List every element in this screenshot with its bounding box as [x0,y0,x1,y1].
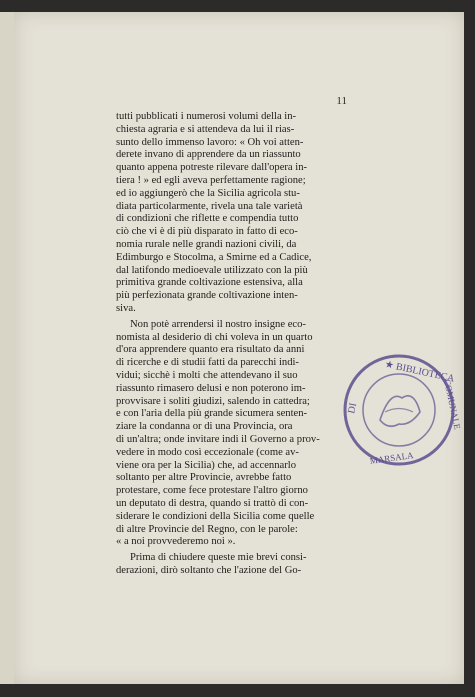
text-line: chiesta agraria e si attendeva da lui il rias- [116,123,295,135]
text-line: siderare le condizioni della Sicilia come quelle [116,510,315,522]
text-line: dal latifondo medioevale utilizzato con la più [116,264,308,276]
body-text [116,111,328,581]
text-line: Edimburgo e Stocolma, a Smirne ed a Cadice, [116,251,312,263]
text-line: di altre Provincie del Regno, con le parole: [116,523,298,535]
stamp-text-bottom: MARSALA [369,449,415,467]
text-line: di condizioni che riflette e compendia tutto [116,213,299,225]
text-line: diata particolarmente, rivela una tale varietà [116,200,303,212]
text-line: vidui; sicchè i molti che attendevano il suo [116,369,298,381]
text-line: Prima di chiudere queste mie brevi consi- [130,552,307,564]
text-line: di un'altra; onde invitare indi il Governo a prov- [116,433,320,445]
text-line: derazioni, dirò soltanto che l'azione del Go- [116,564,302,576]
text-line: protestare, come fece protestare l'altro giorno [116,485,308,497]
paragraph [116,552,328,578]
text-line: ciò che vi è di più disparato in fatto di eco- [116,226,298,238]
text-line: quanto appena potreste rilevare dall'opera in- [116,162,308,174]
paragraph [116,111,328,316]
paragraph [116,319,328,549]
text-line: Non potè arrendersi il nostro insigne eco- [130,318,306,330]
text-line: di ricerche e di studii fatti da parecchi indi- [116,357,299,369]
text-line: riassunto rimasero delusi e non poterono im- [116,382,306,394]
text-line: d'ora apprendere quanto era risultato da anni [116,344,305,356]
library-stamp [340,350,463,470]
text-line: sunto dello immenso lavoro: « Oh voi atten- [116,136,304,148]
text-line: ed io aggiungerò che la Sicilia agricola stu- [116,187,300,199]
text-line: soltanto per altre Provincie, avrebbe fatto [116,472,292,484]
text-line: ziare la condanna or di una Provincia, ora [116,421,293,433]
text-line: nomista al desiderio di chi voleva in un quarto [116,331,313,343]
text-line: tiera ! » ed egli aveva perfettamente ragione; [116,174,306,186]
text-line: « a noi provvederemo noi ». [116,536,236,548]
text-line: e con l'aria della più grande sicumera senten- [116,408,308,420]
text-line: derete invano di apprendere da un riassunto [116,149,301,161]
stamp-text-top: ★ BIBLIOTECA [383,359,456,385]
text-line: tutti pubblicati i numerosi volumi della in- [116,111,297,122]
text-line: vedere in modo così eccezionale (come av- [116,446,299,458]
stamp-text-left: DI [346,402,360,415]
text-line: nomia rurale nelle grandi nazioni civili, da [116,238,297,250]
text-line: siva. [116,302,136,314]
text-line: viene ora per la Sicilia) che, ad accennarlo [116,459,296,471]
text-line: un deputato di destra, quando si trattò di con- [116,497,309,509]
stamp-text-right: COMUNALE [442,378,463,431]
page-number: 11 [336,95,347,107]
text-line: primitiva grande coltivazione estensiva, alla [116,277,303,289]
text-line: provvisare i soliti giudizi, salendo in cattedra; [116,395,310,407]
text-line: più perfezionata grande coltivazione inten- [116,290,298,302]
